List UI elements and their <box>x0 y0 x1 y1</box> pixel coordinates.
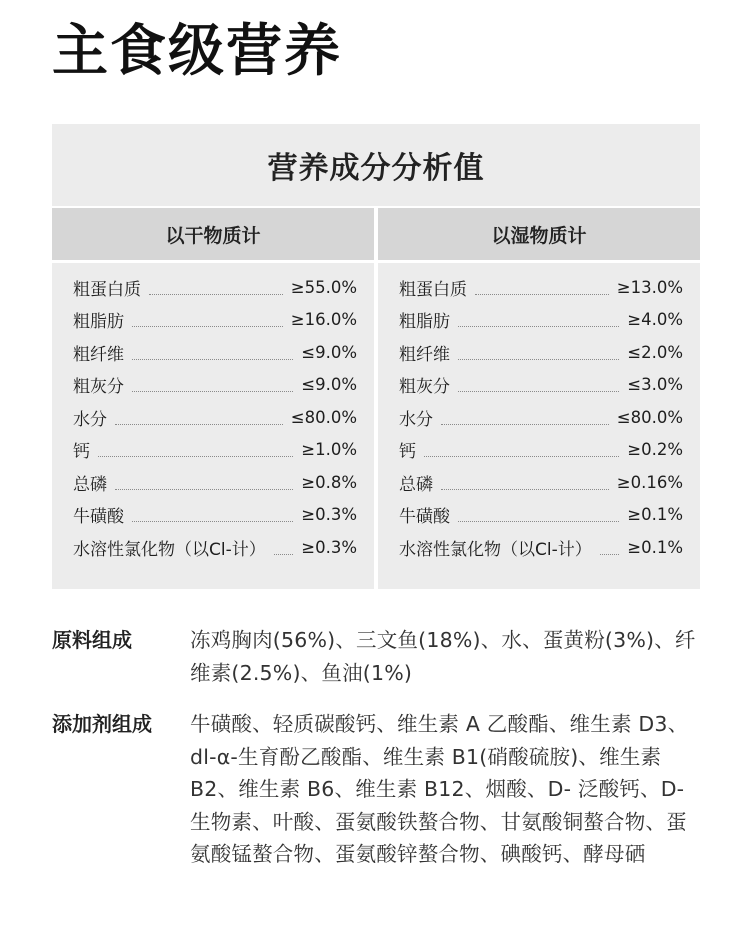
dry-matter-rows <box>52 260 374 564</box>
dry-matter-header: 以干物质计 <box>52 208 374 260</box>
nutrient-value: ≥1.0% <box>301 440 357 460</box>
table-row <box>52 466 374 499</box>
table-row <box>52 304 374 337</box>
dry-matter-column <box>52 208 374 589</box>
nutrient-value: ≥0.8% <box>301 472 357 492</box>
dot-leader <box>132 391 293 392</box>
nutrient-name: 粗灰分 <box>73 377 124 398</box>
nutrient-value: ≥0.1% <box>627 537 683 557</box>
table-row <box>378 336 700 369</box>
table-row <box>52 271 374 304</box>
nutrient-name: 水分 <box>73 409 107 430</box>
nutrient-value: ≥0.1% <box>627 505 683 525</box>
nutrient-value: ≥13.0% <box>616 277 683 297</box>
wet-matter-column <box>378 208 700 589</box>
nutrient-name: 粗纤维 <box>73 344 124 365</box>
nutrient-name: 粗脂肪 <box>399 312 450 333</box>
dot-leader <box>98 456 293 457</box>
nutrient-value: ≥0.3% <box>301 505 357 525</box>
wet-matter-header: 以湿物质计 <box>378 208 700 260</box>
nutrient-value: ≤80.0% <box>616 407 683 427</box>
table-row <box>378 499 700 532</box>
nutrient-name: 牛磺酸 <box>73 507 124 528</box>
table-row <box>52 499 374 532</box>
nutrient-name: 总磷 <box>399 474 433 495</box>
dot-leader <box>115 489 293 490</box>
dot-leader <box>441 424 609 425</box>
nutrient-value: ≤9.0% <box>301 342 357 362</box>
dot-leader <box>458 359 619 360</box>
nutrient-value: ≥16.0% <box>290 310 357 330</box>
wet-matter-rows <box>378 260 700 564</box>
additives-text: 牛磺酸、轻质碳酸钙、维生素 A 乙酸酯、维生素 D3、dl-α-生育酚乙酸酯、维生素 B1(硝酸硫胺)、维生素 B2、维生素 B6、维生素 B12、烟酸、D- 泛酸钙、D- 生物素、叶酸、蛋氨酸铁螯合物、甘氨酸铜螯合物、蛋氨酸锰螯合物、蛋氨酸锌螯合物、碘酸钙、酵母硒 <box>190 712 689 866</box>
dot-leader <box>274 554 294 555</box>
table-row <box>378 401 700 434</box>
table-row <box>52 434 374 467</box>
nutrient-name: 粗纤维 <box>399 344 450 365</box>
table-row <box>378 369 700 402</box>
additives-label: 添加剂组成 <box>52 712 152 736</box>
nutrient-value: ≤80.0% <box>290 407 357 427</box>
header-divider <box>52 260 700 263</box>
nutrient-name: 粗蛋白质 <box>399 279 467 300</box>
additives-section <box>52 708 702 871</box>
table-row <box>378 466 700 499</box>
table-row <box>378 271 700 304</box>
nutrient-value: ≥0.2% <box>627 440 683 460</box>
dot-leader <box>600 554 620 555</box>
dot-leader <box>132 326 283 327</box>
table-row <box>52 401 374 434</box>
dot-leader <box>475 294 609 295</box>
nutrient-name: 粗蛋白质 <box>73 279 141 300</box>
nutrient-value: ≤3.0% <box>627 375 683 395</box>
table-row <box>378 304 700 337</box>
dot-leader <box>458 521 619 522</box>
nutrient-value: ≥55.0% <box>290 277 357 297</box>
nutrient-value: ≤2.0% <box>627 342 683 362</box>
nutrient-name: 牛磺酸 <box>399 507 450 528</box>
page-title: 主食级营养 <box>52 19 342 84</box>
nutrient-name: 钙 <box>73 442 90 463</box>
nutrient-name: 粗脂肪 <box>73 312 124 333</box>
ingredients-label: 原料组成 <box>52 628 132 652</box>
nutrient-name: 水分 <box>399 409 433 430</box>
nutrition-table <box>52 124 700 589</box>
dot-leader <box>458 326 619 327</box>
ingredients-text: 冻鸡胸肉(56%)、三文鱼(18%)、水、蛋黄粉(3%)、纤维素(2.5%)、鱼油(1%) <box>190 628 696 685</box>
nutrient-name: 水溶性氯化物（以Cl-计） <box>73 539 266 560</box>
table-row <box>52 531 374 564</box>
nutrient-name: 总磷 <box>73 474 107 495</box>
nutrient-value: ≥0.3% <box>301 537 357 557</box>
dot-leader <box>149 294 283 295</box>
dot-leader <box>424 456 619 457</box>
nutrient-name: 钙 <box>399 442 416 463</box>
nutrient-name: 粗灰分 <box>399 377 450 398</box>
dot-leader <box>115 424 283 425</box>
ingredients-section <box>52 624 702 689</box>
nutrient-name: 水溶性氯化物（以Cl-计） <box>399 539 592 560</box>
nutrient-value: ≤9.0% <box>301 375 357 395</box>
table-row <box>378 531 700 564</box>
table-row <box>52 369 374 402</box>
dot-leader <box>441 489 609 490</box>
dot-leader <box>132 521 293 522</box>
dot-leader <box>458 391 619 392</box>
table-row <box>378 434 700 467</box>
nutrition-table-title: 营养成分分析值 <box>52 124 700 206</box>
nutrient-value: ≥0.16% <box>616 472 683 492</box>
dot-leader <box>132 359 293 360</box>
nutrient-value: ≥4.0% <box>627 310 683 330</box>
table-row <box>52 336 374 369</box>
